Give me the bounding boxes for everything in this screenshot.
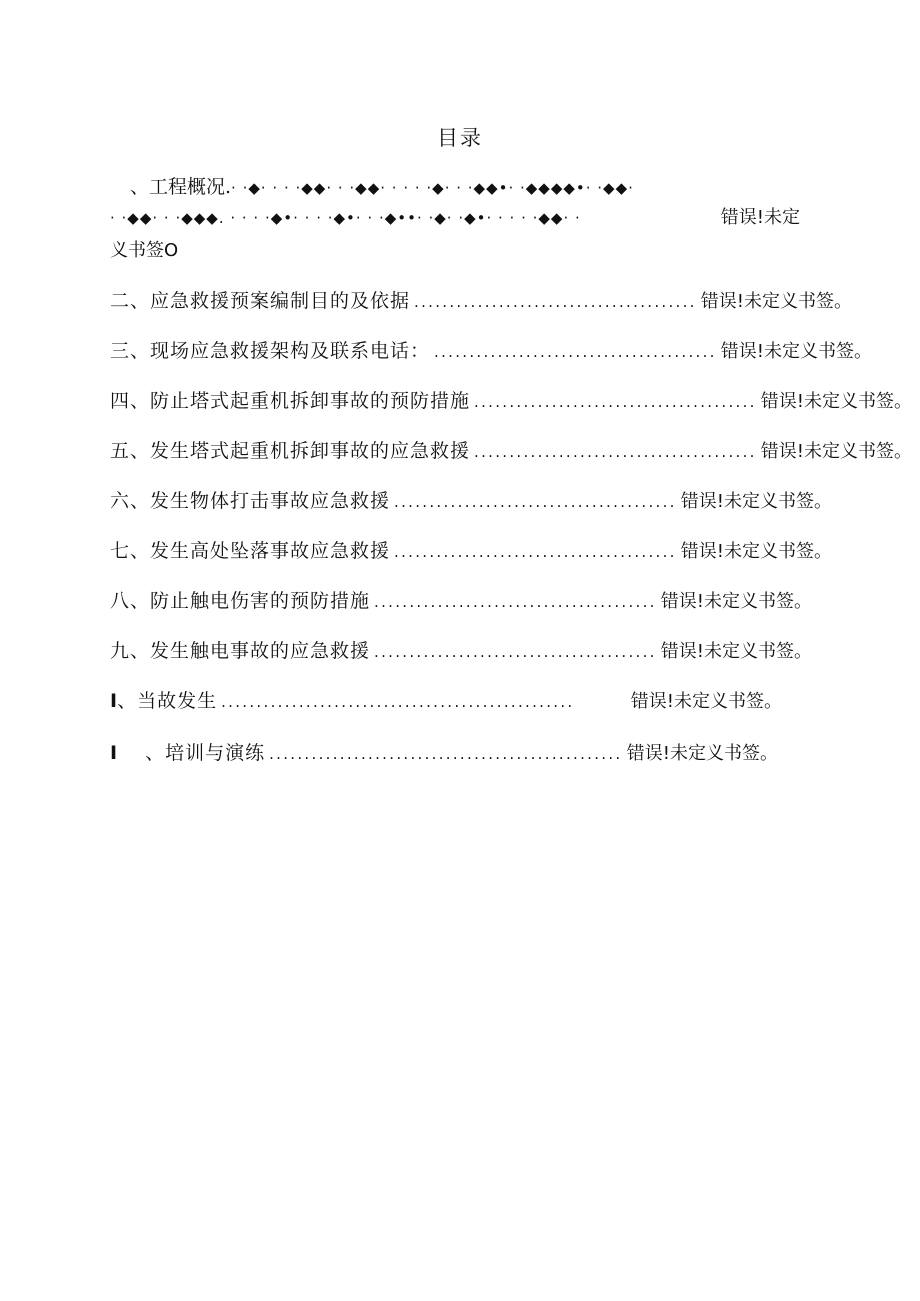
- toc-entry-1-line-2: [110, 203, 800, 233]
- toc-entry-1-line-1: [110, 172, 800, 203]
- toc-entry-page-ref: 错误!未定义书签。: [626, 743, 778, 764]
- toc-entry[interactable]: [110, 486, 832, 513]
- toc-entry-leader: ........................................: [474, 443, 757, 461]
- toc-entry-page-ref: 错误!未定义书签。: [760, 441, 912, 462]
- toc-entry-label: 、当故发生: [117, 690, 218, 712]
- toc-entry[interactable]: [110, 686, 782, 713]
- toc-entry-1-leader-2: · ·◆◆· · ·◆◆◆. · · · ·◆•· · · ·◆•· · ·◆••· ·◆· ·◆•· · · · ·◆◆· ·: [110, 209, 581, 227]
- toc-entry-1-ref-part-2: 义书签O: [110, 240, 179, 261]
- toc-entry[interactable]: [110, 536, 832, 563]
- toc-entry-label: 三、现场应急救援架构及联系电话：: [110, 340, 431, 362]
- toc-entry-label: 四、防止塔式起重机拆卸事故的预防措施: [110, 390, 471, 412]
- toc-entry[interactable]: [110, 738, 778, 765]
- toc-entry-page-ref: 错误!未定义书签。: [680, 541, 832, 562]
- toc-entry-1-line-3: [110, 235, 800, 266]
- toc-entry-leader: ........................................: [374, 593, 657, 611]
- toc-entry-page-ref: 错误!未定义书签。: [700, 291, 852, 312]
- toc-entry-page-ref: 错误!未定义书签。: [760, 391, 912, 412]
- toc-entry-page-ref: 错误!未定义书签。: [680, 491, 832, 512]
- toc-entry-label: 九、发生触电事故的应急救援: [110, 640, 371, 662]
- toc-entry-leader: ........................................: [374, 643, 657, 661]
- toc-entry-leader: ........................................: [434, 343, 717, 361]
- toc-entry-leader: ........................................: [414, 293, 697, 311]
- toc-entry-leader: ........................................: [474, 393, 757, 411]
- toc-entry-leader: ........................................: [394, 493, 677, 511]
- toc-entry-number-mark: I: [110, 742, 118, 764]
- toc-entry-1: [110, 172, 800, 266]
- toc-entry-page-ref: 错误!未定义书签。: [720, 341, 872, 362]
- toc-entry[interactable]: [110, 586, 812, 613]
- toc-entry-page-ref: 错误!未定义书签。: [660, 591, 812, 612]
- toc-entry-1-leader-1: · ·◆· · · ·◆◆· · ·◆◆· · · · ·◆· · ·◆◆•· ·◆◆◆◆•· ·◆◆·: [231, 179, 634, 197]
- toc-entry[interactable]: [110, 336, 872, 363]
- toc-entry[interactable]: [110, 436, 912, 463]
- page-title: 目录: [437, 126, 483, 150]
- toc-entry-1-label: 、工程概况.: [130, 176, 232, 198]
- toc-entry-label: 、培训与演练: [145, 742, 266, 764]
- toc-entry-label: 二、应急救援预案编制目的及依据: [110, 290, 411, 312]
- toc-entry-1-ref-part-1: 错误!未定: [720, 207, 800, 228]
- toc-entry-label: 八、防止触电伤害的预防措施: [110, 590, 371, 612]
- toc-entry-label: 六、发生物体打击事故应急救援: [110, 490, 391, 512]
- toc-entry[interactable]: [110, 636, 812, 663]
- toc-entry-leader: ........................................: [394, 543, 677, 561]
- toc-entry-page-ref: 错误!未定义书签。: [630, 691, 782, 712]
- toc-entry-page-ref: 错误!未定义书签。: [660, 641, 812, 662]
- toc-entry-number-mark: I: [110, 690, 118, 712]
- toc-entry-label: 五、发生塔式起重机拆卸事故的应急救援: [110, 440, 471, 462]
- toc-entry-leader: ..................................................: [269, 745, 623, 763]
- toc-entry[interactable]: [110, 386, 912, 413]
- toc-entry-label: 七、发生高处坠落事故应急救援: [110, 540, 391, 562]
- toc-entry-leader: ..................................................: [221, 693, 575, 711]
- toc-entry[interactable]: [110, 286, 852, 313]
